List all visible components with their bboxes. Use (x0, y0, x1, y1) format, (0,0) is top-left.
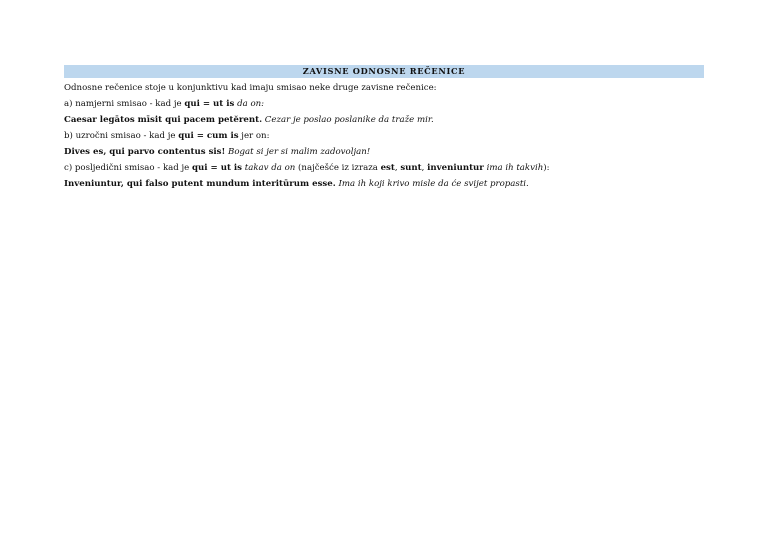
section-b-translation: Bogat si jer si malim zadovoljan! (225, 147, 371, 157)
section-c-example (64, 176, 704, 192)
section-c-inveniuntur: inveniuntur (427, 163, 484, 173)
section-c-paren-open: (najčešće iz izraza (295, 163, 381, 173)
section-c-comma-2: , (421, 163, 428, 173)
intro-line: Odnosne rečenice stoje u konjunktivu kad imaju smisao neke druge zavisne rečenice: (64, 83, 437, 93)
section-a-translation: Cezar je poslao poslanike da traže mir. (262, 115, 434, 125)
section-c-latin: Inveniuntur, qui falso putent mundum interitūrum esse. (64, 179, 336, 189)
section-c-gloss-2: ima ih takvih (483, 163, 544, 173)
section-c-sunt: sunt (400, 163, 422, 173)
section-b-lead: b) uzročni smisao - kad je (64, 131, 179, 141)
section-a-example (64, 112, 704, 128)
section-a-gloss: da on: (234, 99, 265, 109)
section-a-latin: Caesar legātos mīsit qui pacem petĕrent. (64, 115, 263, 125)
document-sheet (64, 65, 704, 192)
section-b-formula: qui = cum is (178, 131, 239, 141)
section-c-est: est (380, 163, 395, 173)
section-c-gloss: takav da on (242, 163, 296, 173)
section-a-rule (64, 96, 704, 112)
section-b-rule (64, 128, 704, 144)
section-c-rule (64, 160, 704, 176)
section-a-formula: qui = ut is (184, 99, 235, 109)
section-b-example (64, 144, 704, 160)
section-c-paren-close: ): (543, 163, 550, 173)
section-b-gloss: jer on: (238, 131, 270, 141)
section-c-formula: qui = ut is (192, 163, 243, 173)
section-c-comma-1: , (394, 163, 401, 173)
document-title: ZAVISNE ODNOSNE REČENICE (64, 65, 704, 78)
section-c-translation: Ima ih koji krivo misle da će svijet propasti. (335, 179, 529, 189)
section-b-latin: Dives es, qui parvo contentus sis! (64, 147, 226, 157)
section-a-lead: a) namjerni smisao - kad je (64, 99, 185, 109)
section-c-lead: c) posljedični smisao - kad je (64, 163, 192, 173)
